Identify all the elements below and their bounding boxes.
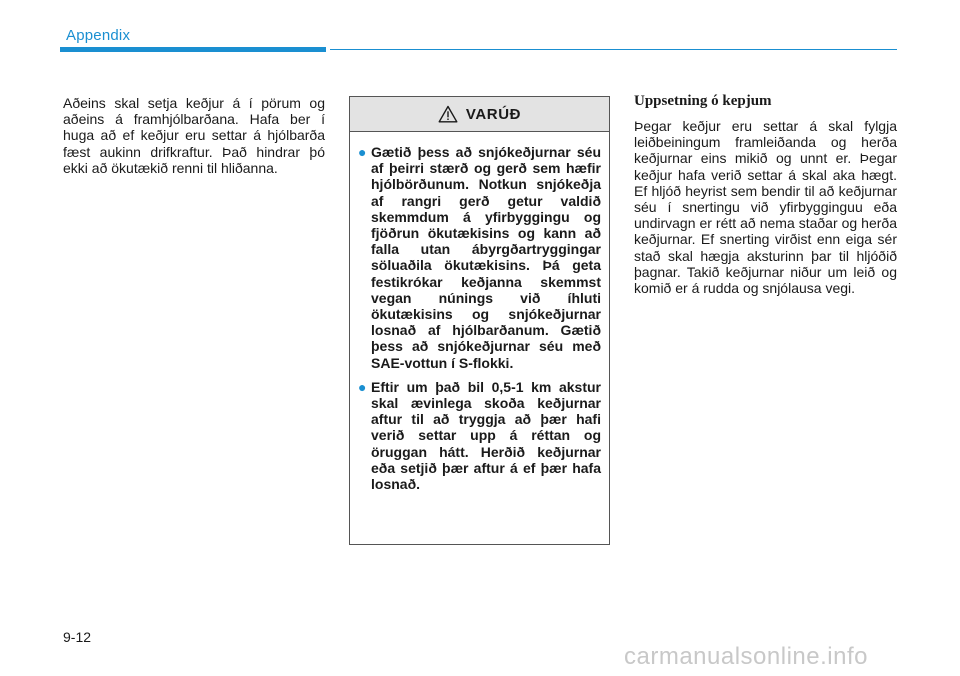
bullet-dot-icon: ● <box>358 378 367 395</box>
caution-header <box>350 97 609 132</box>
caution-body <box>350 132 609 492</box>
caution-bullet <box>358 379 601 492</box>
warning-triangle-icon <box>438 105 458 123</box>
page-number: 9-12 <box>63 629 92 645</box>
section-heading: Uppsetning ó kepjum <box>634 93 772 109</box>
header-rule-thin <box>330 49 897 50</box>
caution-bullet-text: Eftir um það bil 0,5-1 km akstur skal ævinlega skoða keðjurnar aftur til að tryggja að þær hafi verið settar upp á réttan og öruggan hátt. Herðið keðjurnar eða setjið þær aftur á ef þær hafa losnað. <box>371 378 601 493</box>
bullet-dot-icon: ● <box>358 144 367 160</box>
caution-box <box>349 96 610 545</box>
right-column <box>634 93 897 296</box>
caution-title: VARÚÐ <box>465 105 522 123</box>
caution-bullet-text: Gætið þess að snjókeðjurnar séu af þeirri stærð og gerð sem hæfir hjólbörðunum. Notkun snjókeðja af rangri gerð getur valdið skemmdum á yfirbyggingu og fjöðrun ökutækisins og kann að falla utan ábyrgðartryggingar söluaðila ökutækisins. Þá geta festikrókar keðjanna skemmst vegan núnings við íhluti ökutækisins og snjókeðjurnar losnað af hjólbarðanum. Gætið þess að snjókeðjurnar séu með SAE-vottun í S-flokki. <box>371 144 601 371</box>
left-column-text: Aðeins skal setja keðjur á í pörum og aðeins á framhjólbarðana. Hafa ber í huga að ef keðjur eru settar á hjólbarða fæst aukinn drifkraftur. Það hindrar þó ekki að ökutækið renni til hliðanna. <box>63 95 325 176</box>
header-rule-thick <box>60 47 326 52</box>
right-column-text: Þegar keðjur eru settar á skal fylgja leiðbeiningum framleiðanda og herða keðjurnar eins mikið og unnt er. Þegar keðjur hafa verið settar á skal aka hægt. Ef hljóð heyrist sem bendir til að keðjurnar séu í snertingu við yfirbygginguu eða undirvagn er rétt að nema staðar og herða keðjurnar. Ef snerting virðist enn eiga sér stað skal hægja aksturinn þar til hljóðið þagnar. Takið keðjurnar niður um leið og komið er á rudda og snjólausa vegi. <box>634 118 897 297</box>
section-title-appendix: Appendix <box>66 27 131 44</box>
watermark: carmanualsonline.info <box>624 643 868 670</box>
caution-bullet <box>358 144 601 371</box>
